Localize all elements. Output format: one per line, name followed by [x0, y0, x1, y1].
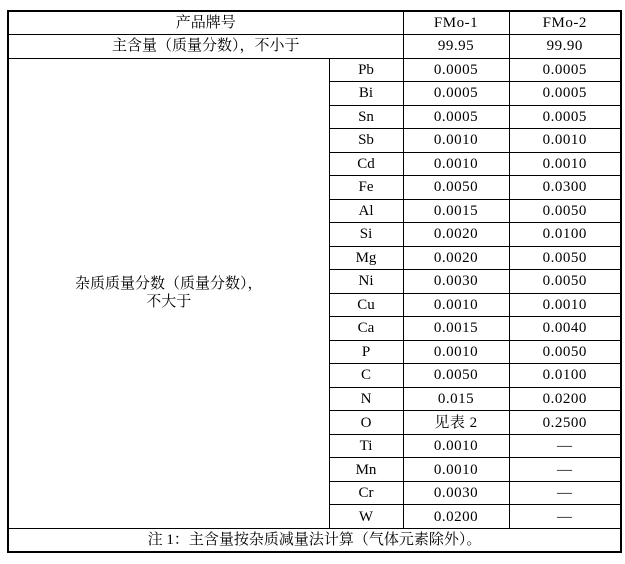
element-symbol-cell: W [329, 505, 403, 529]
impurity-section-label-cell [8, 58, 329, 528]
element-symbol-cell: Ni [329, 270, 403, 294]
fmo1-value-cell: 0.0030 [403, 270, 509, 294]
fmo1-value-cell: 0.0005 [403, 105, 509, 129]
fmo2-value-cell: 0.0050 [509, 246, 621, 270]
main-content-label-cell: 主含量（质量分数），不小于 [8, 35, 403, 59]
fmo1-value-cell: 0.0200 [403, 505, 509, 529]
element-symbol-cell: Si [329, 223, 403, 247]
element-symbol-cell: C [329, 364, 403, 388]
fmo1-value-cell: 0.0015 [403, 199, 509, 223]
header-row [8, 11, 621, 35]
fmo1-value-cell: 0.0010 [403, 293, 509, 317]
element-symbol-cell: Mg [329, 246, 403, 270]
fmo2-value-cell: 0.0100 [509, 364, 621, 388]
element-symbol-cell: Fe [329, 176, 403, 200]
fmo2-value-cell: 0.0200 [509, 387, 621, 411]
element-symbol-cell: Cd [329, 152, 403, 176]
fmo1-value-cell: 0.0010 [403, 152, 509, 176]
fmo2-value-cell: 0.0040 [509, 317, 621, 341]
element-symbol-cell: Pb [329, 58, 403, 82]
fmo1-value-cell: 0.0050 [403, 176, 509, 200]
fmo2-value-cell: 0.0100 [509, 223, 621, 247]
grade-fmo2-header-cell: FMo-2 [509, 11, 621, 35]
fmo2-value-cell: 0.0010 [509, 129, 621, 153]
fmo1-value-cell: 0.0050 [403, 364, 509, 388]
element-symbol-cell: N [329, 387, 403, 411]
main-content-fmo1-cell: 99.95 [403, 35, 509, 59]
fmo2-value-cell: — [509, 505, 621, 529]
main-content-fmo2-cell: 99.90 [509, 35, 621, 59]
element-symbol-cell: Cr [329, 481, 403, 505]
note-row [8, 528, 621, 552]
fmo2-value-cell: 0.0005 [509, 105, 621, 129]
element-symbol-cell: Mn [329, 458, 403, 482]
fmo1-value-cell: 见表 2 [403, 411, 509, 435]
fmo1-value-cell: 0.0010 [403, 340, 509, 364]
fmo2-value-cell: 0.0005 [509, 58, 621, 82]
fmo2-value-cell: 0.0010 [509, 293, 621, 317]
element-symbol-cell: Ti [329, 434, 403, 458]
element-symbol-cell: Bi [329, 82, 403, 106]
fmo1-value-cell: 0.0010 [403, 129, 509, 153]
impurity-row [8, 58, 621, 82]
fmo2-value-cell: 0.0005 [509, 82, 621, 106]
fmo2-value-cell: 0.2500 [509, 411, 621, 435]
fmo1-value-cell: 0.0015 [403, 317, 509, 341]
fmo2-value-cell: 0.0300 [509, 176, 621, 200]
fmo1-value-cell: 0.0010 [403, 434, 509, 458]
fmo1-value-cell: 0.0005 [403, 82, 509, 106]
note-cell: 注 1：主含量按杂质减量法计算（气体元素除外）。 [8, 528, 621, 552]
fmo1-value-cell: 0.0030 [403, 481, 509, 505]
element-symbol-cell: Al [329, 199, 403, 223]
fmo1-value-cell: 0.0005 [403, 58, 509, 82]
grade-fmo1-header-cell: FMo-1 [403, 11, 509, 35]
main-content-row [8, 35, 621, 59]
fmo1-value-cell: 0.0010 [403, 458, 509, 482]
fmo1-value-cell: 0.015 [403, 387, 509, 411]
product-spec-table [7, 10, 622, 553]
fmo1-value-cell: 0.0020 [403, 223, 509, 247]
element-symbol-cell: Cu [329, 293, 403, 317]
fmo2-value-cell: — [509, 458, 621, 482]
fmo2-value-cell: — [509, 434, 621, 458]
fmo2-value-cell: — [509, 481, 621, 505]
impurity-label-line1: 杂质质量分数（质量分数）， [74, 276, 263, 293]
fmo2-value-cell: 0.0050 [509, 199, 621, 223]
element-symbol-cell: O [329, 411, 403, 435]
element-symbol-cell: Sn [329, 105, 403, 129]
fmo2-value-cell: 0.0010 [509, 152, 621, 176]
fmo2-value-cell: 0.0050 [509, 340, 621, 364]
element-symbol-cell: P [329, 340, 403, 364]
element-symbol-cell: Ca [329, 317, 403, 341]
fmo1-value-cell: 0.0020 [403, 246, 509, 270]
impurity-label-line2: 不大于 [146, 294, 192, 311]
fmo2-value-cell: 0.0050 [509, 270, 621, 294]
product-grade-header-cell: 产品牌号 [8, 11, 403, 35]
element-symbol-cell: Sb [329, 129, 403, 153]
